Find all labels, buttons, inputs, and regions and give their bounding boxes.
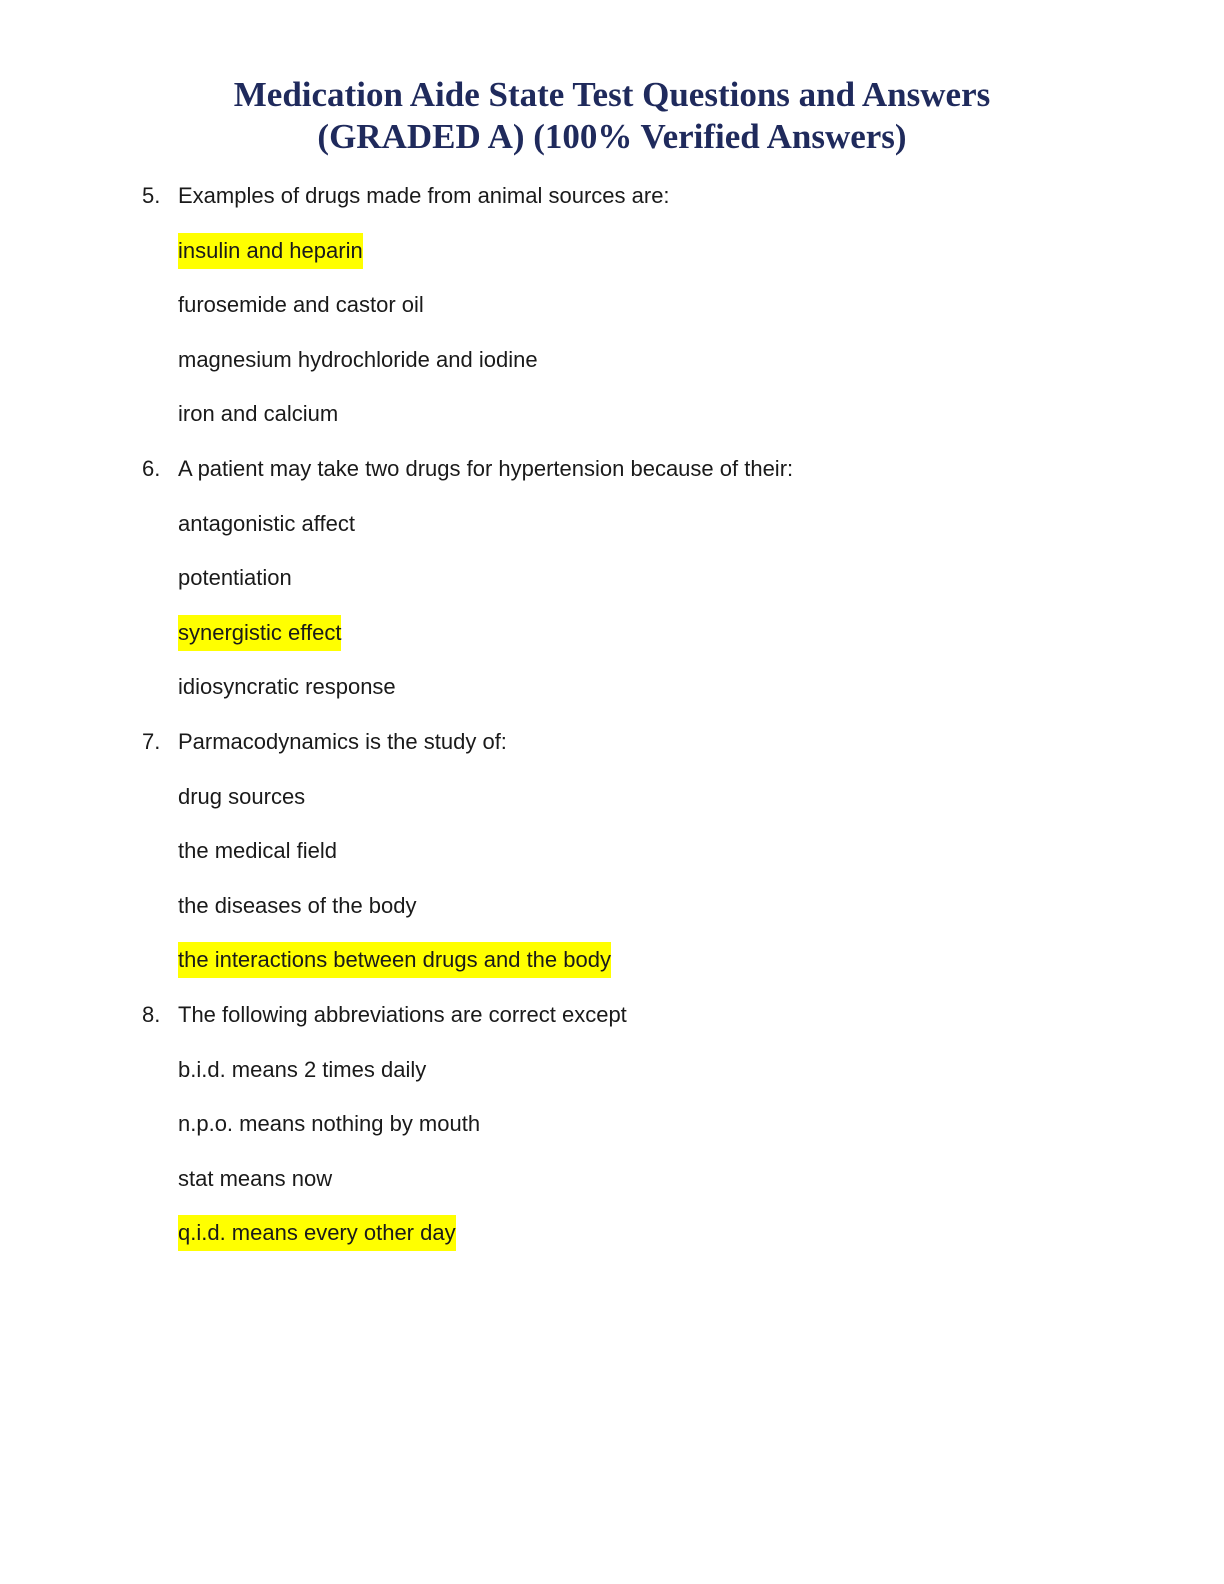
- answer-option: [0, 506, 1224, 561]
- question-number: 6.: [142, 455, 161, 481]
- answer-option: [0, 233, 1224, 288]
- answer-option: [0, 888, 1224, 943]
- correct-answer-highlight: q.i.d. means every other day: [178, 1215, 456, 1251]
- answer-option: [0, 1106, 1224, 1161]
- question-text: Parmacodynamics is the study of:: [178, 728, 507, 754]
- question-number: 8.: [142, 1001, 161, 1027]
- answer-option: [0, 560, 1224, 615]
- answer-option-text: potentiation: [178, 565, 292, 591]
- answer-option-text: drug sources: [178, 783, 306, 809]
- title-line-2: (GRADED A) (100% Verified Answers): [317, 117, 907, 156]
- answer-option-text: idiosyncratic response: [178, 674, 396, 700]
- answer-option-text: furosemide and castor oil: [178, 292, 424, 318]
- question-number: 5.: [142, 183, 161, 208]
- answer-option: [0, 287, 1224, 342]
- answer-option-text: n.p.o. means nothing by mouth: [178, 1111, 481, 1137]
- answer-option-text: magnesium hydrochloride and iodine: [178, 346, 538, 372]
- answer-option-text: the diseases of the body: [178, 892, 417, 918]
- answer-option: [0, 396, 1224, 451]
- correct-answer-highlight: the interactions between drugs and the body: [178, 942, 611, 978]
- answer-option: [0, 669, 1224, 724]
- question-number: 7.: [142, 728, 161, 754]
- answer-option: [0, 833, 1224, 888]
- answer-option: [0, 342, 1224, 397]
- question-5: [0, 178, 1224, 233]
- correct-answer-highlight: synergistic effect: [178, 615, 341, 651]
- answer-option: [0, 779, 1224, 834]
- answer-option: [0, 1161, 1224, 1216]
- answer-option-text: the medical field: [178, 838, 337, 864]
- answer-option: [0, 615, 1224, 670]
- page-title: [0, 74, 1224, 158]
- question-8: [0, 997, 1224, 1052]
- question-text: A patient may take two drugs for hypertension because of their:: [178, 455, 794, 481]
- question-6: [0, 451, 1224, 506]
- answer-option: [0, 1052, 1224, 1107]
- answer-option: [0, 1215, 1224, 1270]
- title-line-1: Medication Aide State Test Questions and Answers: [233, 75, 991, 114]
- correct-answer-highlight: insulin and heparin: [178, 233, 363, 269]
- question-text: The following abbreviations are correct except: [178, 1001, 627, 1027]
- question-7: [0, 724, 1224, 779]
- question-list: [0, 178, 1224, 1270]
- answer-option-text: b.i.d. means 2 times daily: [178, 1056, 427, 1082]
- answer-option: [0, 942, 1224, 997]
- question-text: Examples of drugs made from animal sources are:: [178, 183, 670, 208]
- answer-option-text: iron and calcium: [178, 401, 339, 427]
- answer-option-text: stat means now: [178, 1165, 333, 1191]
- answer-option-text: antagonistic affect: [178, 510, 355, 536]
